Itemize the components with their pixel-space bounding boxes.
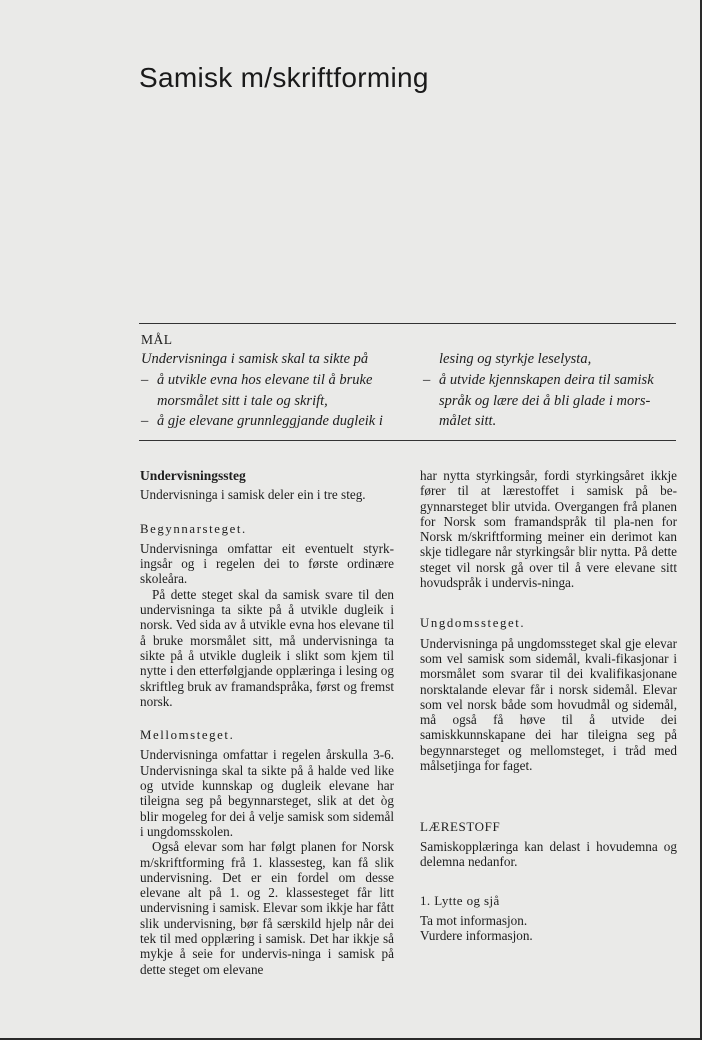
mal-right-column	[423, 349, 677, 432]
mal-right-line: språk og lære dei å bli glade i mors-	[439, 392, 651, 409]
divider-bottom	[139, 440, 676, 441]
ungdom-paragraph: Undervisninga på ungdomssteget skal gje elevar som vel samisk som sidemål, kvali-fikasjonar i morsmålet som svarar til dei kvalifikasjonane norsktalande elevar får i norsk sidemål. Elevar som vel norsk både som hovudmål og sidemål, må også få høve til å utvide dei samiskkunnskapane dei har tileigna seg på begynnarsteget og mellomsteget, i tråd med målsetjinga for faget.	[420, 635, 677, 774]
lytte-list-item: Ta mot informasjon.	[420, 912, 528, 928]
lytte-list	[420, 913, 677, 944]
mellom-paragraph-1: Undervisninga omfattar i regelen årskulla 3-6. Undervisninga skal ta sikte på å halde ved like og utvide kunnskap og dugleik elevane har tileigna seg på begynnarsteget, slik at det òg blir mogeleg for dei å velje samisk som sidemål i ungdomsskolen.	[140, 747, 394, 839]
right-text-column	[420, 468, 677, 943]
heading-larestoff: LÆRESTOFF	[420, 819, 501, 835]
mal-left-line: – å gje elevane grunnleggjande dugleik i	[141, 413, 383, 430]
lytte-list-item: Vurdere informasjon.	[420, 927, 533, 943]
divider-top	[139, 323, 676, 324]
mellom-paragraph-2: Også elevar som har følgt planen for Norsk m/skriftforming frå 1. klassesteg, kan få slik undervisning. Det er ein fordel om desse elevane alt på 1. og 2. klassesteget får litt undervisning i samisk. Elevar som ikkje har fått slik undervisning, bør få særskild hjelp når dei tek til med opplæring i samisk. Det har ikkje så mykje å seie for undervis-ninga i samisk på dette steget om elevane	[140, 839, 394, 977]
begynnar-paragraph-1: Undervisninga omfattar eit eventuelt styrk-ingsår og i regelen dei to første ordinære skoleåra.	[140, 540, 394, 587]
heading-undervisningssteg: Undervisningssteg	[140, 468, 246, 483]
page-title: Samisk m/skriftforming	[139, 62, 429, 93]
continued-paragraph: har nytta styrkingsår, fordi styrkingsåret ikkje fører til at lærestoffet i samisk på be-gynnarsteget blir utvida. Overgangen frå planen for Norsk som framandspråk til pla-nen for Norsk m/skriftforming meiner ein derimot kan skje tidlegare når styrkingsår blir nytta. På dette steget vil norsk gå over til å vere elevane sitt hovudspråk i undervis-ninga.	[420, 468, 677, 591]
left-text-column	[140, 468, 394, 977]
larestoff-paragraph: Samiskopplæringa kan delast i hovudemna og delemna nedanfor.	[420, 838, 677, 869]
mal-right-line: lesing og styrkje leselysta,	[439, 351, 592, 367]
heading-ungdomssteget: Ungdomssteget.	[420, 616, 526, 631]
mal-heading: MÅL	[141, 332, 173, 347]
mal-left-line: morsmålet sitt i tale og skrift,	[157, 392, 328, 409]
mal-right-line: målet sitt.	[439, 413, 497, 430]
mal-left-line: – å utvikle evna hos elevane til å bruke	[141, 371, 373, 388]
begynnar-paragraph-2: På dette steget skal da samisk svare til den undervisninga ta sikte på å utvikle dugleik i norsk. Ved sida av å utvikle evna hos elevane til å bruke morsmålet sitt, må undervisninga ta sikte på å utvikle dugleik i slikt som kjem til nytte i den etterfølgjande opplæringa i lesing og skriftleg bruk av framandspråka, først og fremst norsk.	[140, 586, 394, 709]
heading-begynnarsteget: Begynnarsteget.	[140, 521, 247, 536]
mal-left-line: Undervisninga i samisk skal ta sikte på	[141, 351, 369, 367]
heading-mellomsteget: Mellomsteget.	[140, 728, 235, 743]
mal-left-column	[141, 349, 394, 432]
heading-lytte-og-sja: 1. Lytte og sjå	[420, 893, 500, 909]
intro-paragraph: Undervisninga i samisk deler ein i tre steg.	[140, 487, 366, 503]
mal-right-line: – å utvide kjennskapen deira til samisk	[423, 371, 654, 388]
